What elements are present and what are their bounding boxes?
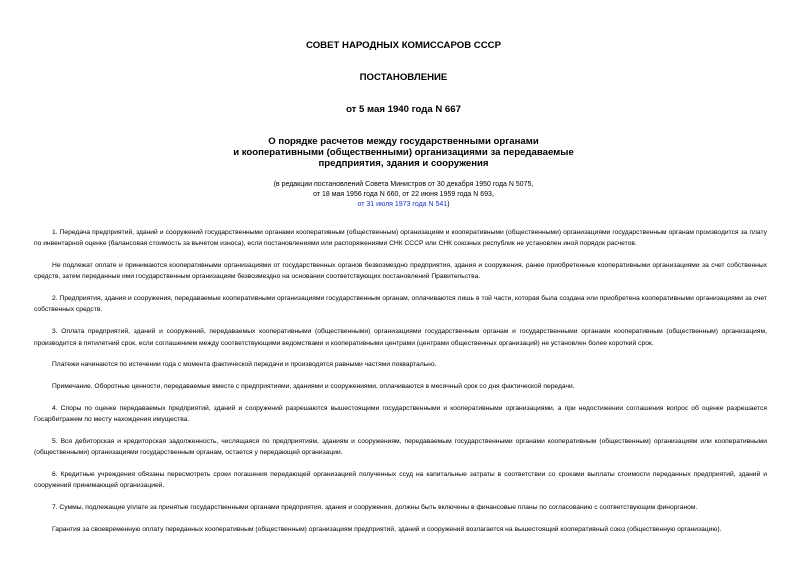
title-line: предприятия, здания и сооружения: [318, 158, 489, 169]
paragraph-3-remark: Примечание. Оборотные ценности, передаваемые вместе с предприятиями, зданиями и сооружениями, оплачиваются в месячный срок со дня фактической передачи.: [52, 383, 575, 391]
document-body: [34, 227, 767, 535]
edition-line: [0, 200, 807, 210]
edition-line: от 18 мая 1956 года N 660, от 22 июня 1959 года N 693,: [313, 191, 494, 198]
paragraph-7: 7. Суммы, подлежащие уплате за принятые государственными органами предприятия, здания и сооружения, должны быть включены в финансовые планы по согласованию с соответствующим финорганом.: [52, 504, 698, 512]
title-line: О порядке расчетов между государственными органами: [268, 136, 539, 147]
paragraph-6: 6. Кредитные учреждения обязаны пересмотреть сроки погашения передающей организацией полученных ссуд на капитальные затраты в соответствии со сроками выплаты стоимости переданных предприятий, зданий и сооружений принимающей организацией.: [34, 471, 767, 490]
paragraph-4: 4. Споры по оценке передаваемых предприятий, зданий и сооружений разрешаются вышестоящими государственными и кооперативными организациями, а при недостижении соглашения вопрос об оценке разрешается Госарбитражем по месту нахождения имущества.: [34, 404, 767, 424]
paragraph-7-guarantee: Гарантия за своевременную оплату переданных кооперативным (общественным) организациям предприятий, зданий и сооружений возлагается на вышестоящий кооперативный союз (общественную организацию).: [52, 526, 722, 534]
paragraph-3: 3. Оплата предприятий, зданий и сооружений, передаваемых кооперативными (общественными) организациями государственным органам и государственными органами кооперативным (общественным) организациям, производится в пятилетний срок, если соглашением между соответствующими ведомствами и кооперативными центрами (центрами общественных организаций) не установлен более короткий срок.: [34, 328, 767, 347]
edition-line: (в редакции постановлений Совета Министров от 30 декабря 1950 года N 5075,: [273, 181, 534, 188]
paragraph-2: 2. Предприятия, здания и сооружения, передаваемые кооперативными организациями государственным органам, оплачиваются лишь в той части, которая была создана или приобретена кооперативными организациями за счет собственных средств.: [34, 295, 767, 314]
edition-close-paren: ): [447, 201, 450, 208]
paragraph-3-payments: Платежи начинаются по истечении года с момента фактической передачи и производятся равными частями поквартально.: [52, 361, 437, 369]
paragraph-1-note: Не подлежат оплате и принимаются кооперативными организациями от государственных органов безвозмездно предприятия, здания и сооружения, ранее приобретенные кооперативными организациями за счет собственных средств, затем переданные ими государственным организациям безвозмездно на основании соответствующих постановлений Правительства.: [34, 262, 767, 281]
edition-link-1973[interactable]: от 31 июля 1973 года N 541: [357, 201, 448, 208]
document-type: ПОСТАНОВЛЕНИЕ: [359, 72, 448, 83]
issuing-authority: СОВЕТ НАРОДНЫХ КОМИССАРОВ СССР: [306, 40, 501, 51]
edition-note: [0, 180, 807, 210]
paragraph-1: 1. Передача предприятий, зданий и сооружений государственными органами кооперативным (общественным) организациям и кооперативными (общественными) организациями государственным органам производится за плату по инвентарной оценке (балансовая стоимость за вычетом износа), если постановлениями или распоряжениями СНК СССР или СНК союзных республик не установлен иной порядок расчетов.: [34, 229, 767, 248]
document-title: [0, 136, 807, 169]
document-date-number: от 5 мая 1940 года N 667: [346, 104, 461, 115]
paragraph-5: 5. Вся дебиторская и кредиторская задолженность, числящаяся по предприятиям, зданиям и сооружениям, передаваемым государственными органами кооперативным (общественным) организациям или кооперативными (общественными) организациями государственным органам, остается у передающей организации.: [34, 438, 767, 457]
title-line: и кооперативными (общественными) организациями за передаваемые: [233, 147, 574, 158]
